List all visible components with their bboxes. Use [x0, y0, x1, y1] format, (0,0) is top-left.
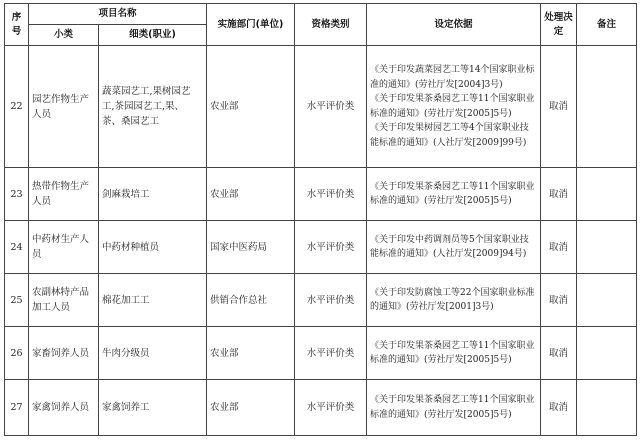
cell-basis — [367, 221, 541, 274]
basis-document: 《关于印发果茶桑园艺工等11个国家职业标准的通知》(劳社厅发[2005]5号) — [370, 94, 535, 119]
basis-document: 《关于印发防腐蚀工等22个国家职业标准的通知》(劳社厅发[2001]3号) — [370, 287, 535, 312]
cell-seq: 25 — [5, 274, 29, 327]
cell-detail-occupation: 棉花加工工 — [99, 274, 207, 327]
cell-seq: 23 — [5, 168, 29, 221]
cell-basis — [367, 168, 541, 221]
cell-small-category: 园艺作物生产人员 — [29, 46, 99, 168]
header-sub-detail: 细类(职业) — [99, 25, 207, 46]
cell-qual-type: 水平评价类 — [295, 168, 367, 221]
cell-small-category: 农副林特产品加工人员 — [29, 274, 99, 327]
cell-small-category: 家畜饲养人员 — [29, 327, 99, 380]
table-row — [5, 221, 637, 274]
cell-seq: 22 — [5, 46, 29, 168]
cell-seq: 24 — [5, 221, 29, 274]
cell-detail-occupation: 蔬菜园艺工,果树园艺工,茶园园艺工,果、茶、桑园艺工 — [99, 46, 207, 168]
basis-document: 《关于印发蔬菜园艺工等14个国家职业标准的通知》(劳社厅发[2004]3号) — [370, 65, 535, 90]
cell-detail-occupation: 剑麻栽培工 — [99, 168, 207, 221]
cell-basis — [367, 380, 541, 436]
cell-qual-type: 水平评价类 — [295, 274, 367, 327]
cell-seq: 26 — [5, 327, 29, 380]
header-dept: 实施部门(单位) — [207, 4, 295, 46]
cell-decision: 取消 — [541, 327, 577, 380]
cell-remark — [577, 168, 637, 221]
table-row — [5, 168, 637, 221]
cell-small-category: 热带作物生产人员 — [29, 168, 99, 221]
qualification-table — [4, 3, 637, 436]
cell-small-category: 家禽饲养人员 — [29, 380, 99, 436]
cell-dept: 农业部 — [207, 46, 295, 168]
header-basis: 设定依据 — [367, 4, 541, 46]
cell-small-category: 中药材生产人员 — [29, 221, 99, 274]
cell-basis — [367, 274, 541, 327]
cell-detail-occupation: 家禽饲养工 — [99, 380, 207, 436]
header-decision: 处理决定 — [541, 4, 577, 46]
cell-qual-type: 水平评价类 — [295, 221, 367, 274]
cell-seq: 27 — [5, 380, 29, 436]
cell-dept: 农业部 — [207, 327, 295, 380]
cell-decision: 取消 — [541, 168, 577, 221]
table-header — [5, 4, 637, 46]
table-row — [5, 380, 637, 436]
cell-qual-type: 水平评价类 — [295, 327, 367, 380]
basis-document: 《关于印发果茶桑园艺工等11个国家职业标准的通知》(劳社厅发[2005]5号) — [370, 181, 535, 206]
cell-decision: 取消 — [541, 46, 577, 168]
header-sub-small: 小类 — [29, 25, 99, 46]
cell-remark — [577, 327, 637, 380]
header-remark: 备注 — [577, 4, 637, 46]
header-qual-type: 资格类别 — [295, 4, 367, 46]
table-body — [5, 46, 637, 436]
cell-dept: 供销合作总社 — [207, 274, 295, 327]
cell-decision: 取消 — [541, 274, 577, 327]
cell-dept: 国家中医药局 — [207, 221, 295, 274]
table-row — [5, 46, 637, 168]
cell-remark — [577, 221, 637, 274]
qualification-table-container — [4, 3, 637, 436]
cell-decision: 取消 — [541, 380, 577, 436]
table-row — [5, 327, 637, 380]
cell-remark — [577, 380, 637, 436]
cell-dept: 农业部 — [207, 168, 295, 221]
cell-basis — [367, 46, 541, 168]
cell-remark — [577, 274, 637, 327]
cell-remark — [577, 46, 637, 168]
cell-decision: 取消 — [541, 221, 577, 274]
basis-document: 《关于印发果树园艺工等4个国家职业技能标准的通知》(人社厅发[2009]99号) — [370, 123, 529, 148]
table-row — [5, 274, 637, 327]
basis-document: 《关于印发果茶桑园艺工等11个国家职业标准的通知》(劳社厅发[2005]5号) — [370, 340, 535, 365]
cell-qual-type: 水平评价类 — [295, 46, 367, 168]
cell-basis — [367, 327, 541, 380]
header-project-name: 项目名称 — [29, 4, 207, 25]
cell-detail-occupation: 牛肉分级员 — [99, 327, 207, 380]
cell-detail-occupation: 中药材种植员 — [99, 221, 207, 274]
basis-document: 《关于印发果茶桑园艺工等11个国家职业标准的通知》(劳社厅发[2005]5号) — [370, 395, 535, 420]
header-seq: 序号 — [5, 4, 29, 46]
cell-dept: 农业部 — [207, 380, 295, 436]
cell-qual-type: 水平评价类 — [295, 380, 367, 436]
basis-document: 《关于印发中药调剂员等5个国家职业技能标准的通知》(人社厅发[2009]94号) — [370, 234, 529, 259]
